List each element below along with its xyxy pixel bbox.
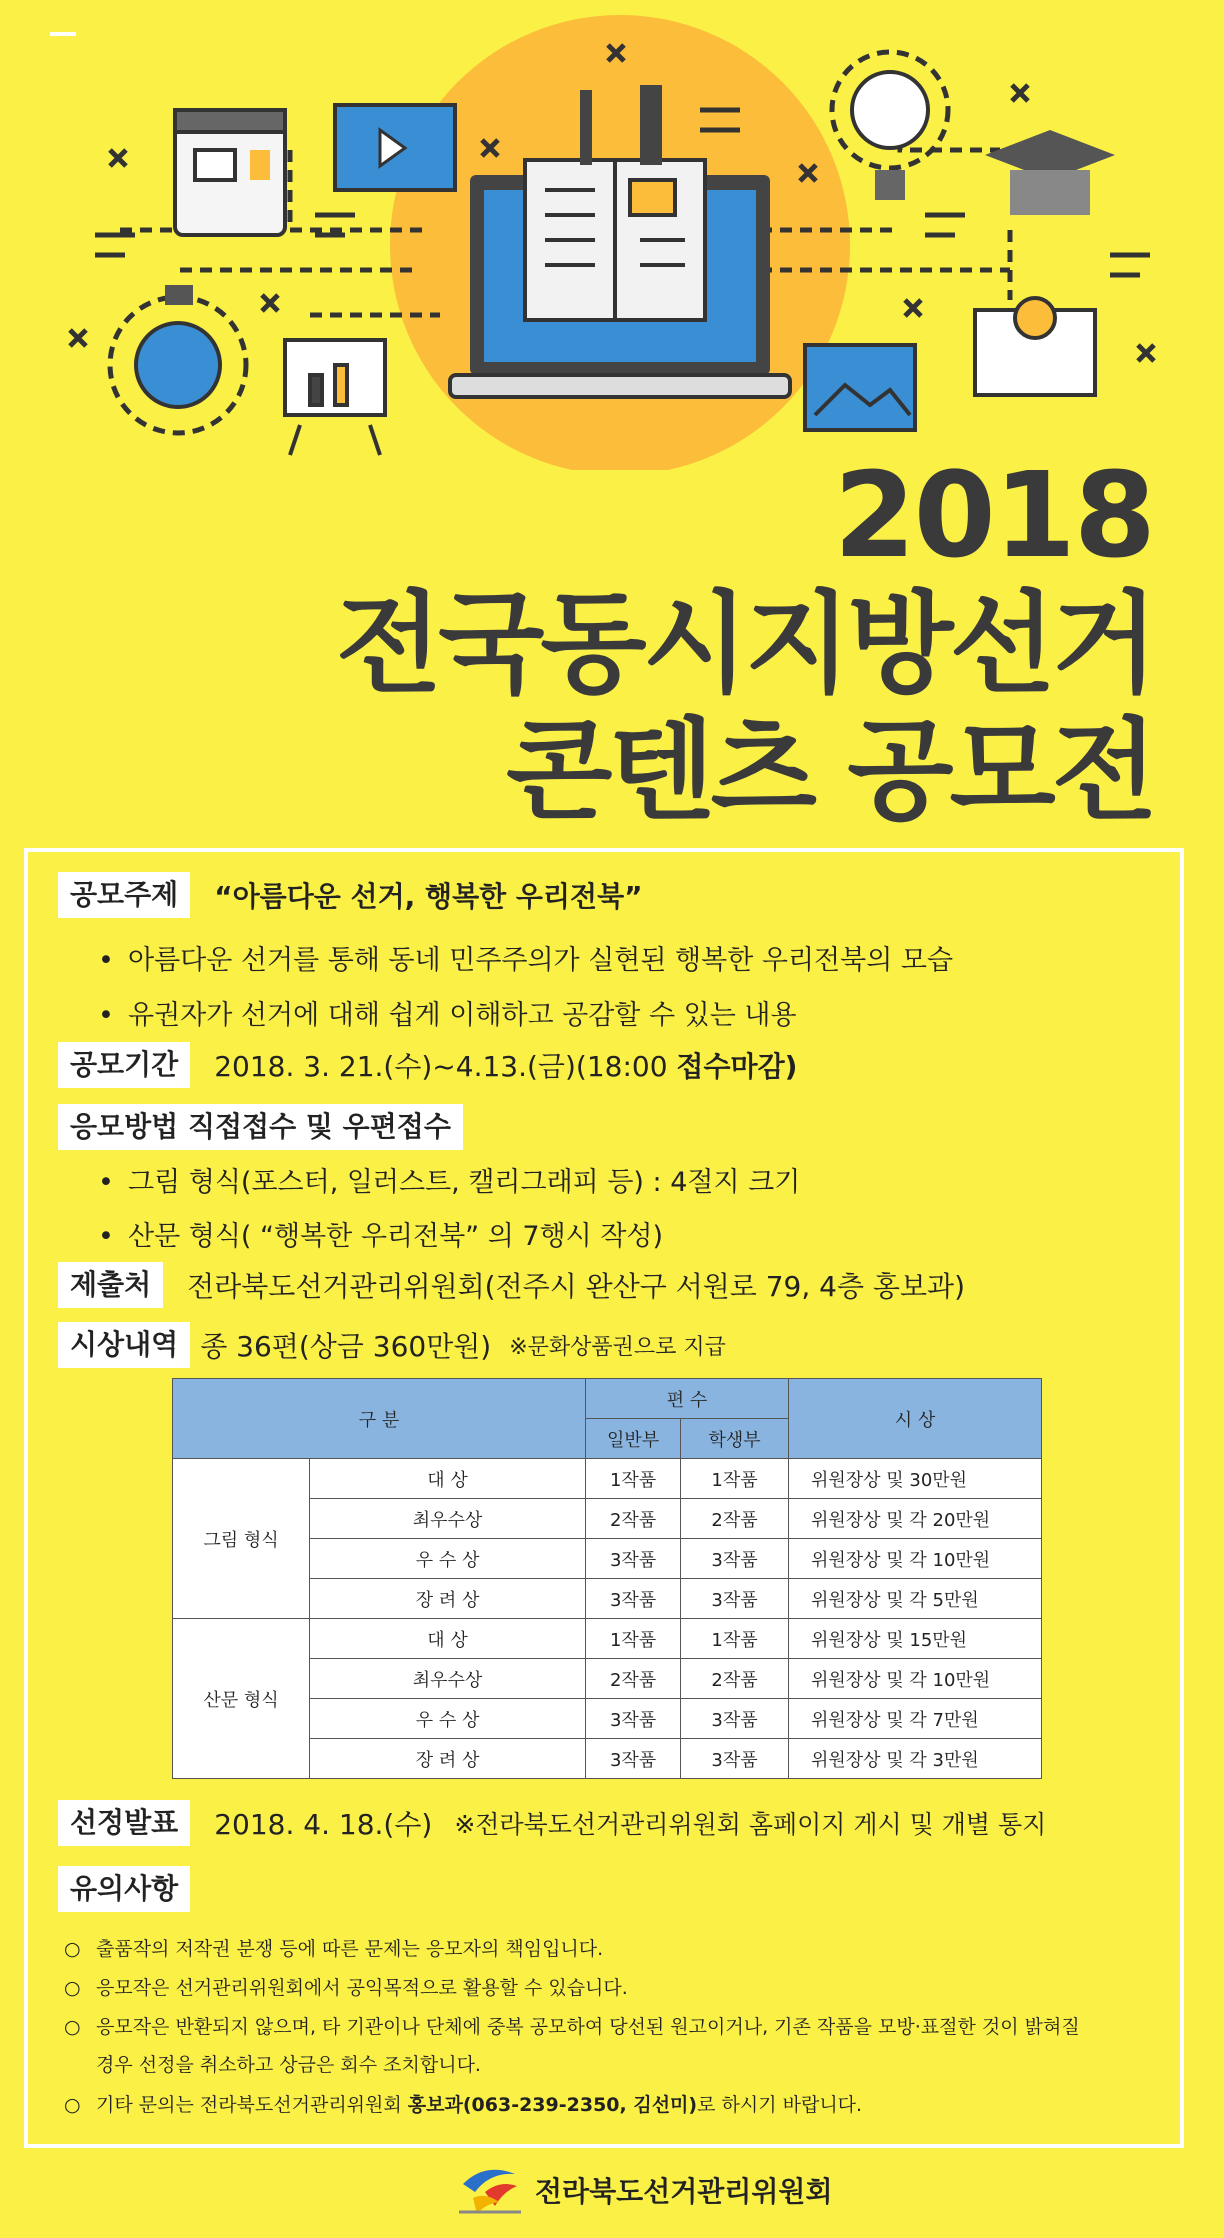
prize-name: 최우수상: [310, 1499, 586, 1539]
announce-note: ※전라북도선거관리위원회 홈페이지 게시 및 개별 통지: [454, 1810, 1047, 1839]
caution-row: [58, 1866, 190, 1912]
awards-value: 종 36편(상금 360만원): [200, 1330, 492, 1363]
header-category: 구 분: [173, 1379, 586, 1459]
student-count: 3작품: [681, 1699, 789, 1739]
award-detail: 위원장상 및 각 7만원: [789, 1699, 1042, 1739]
caution-item-2: ○ 응모작은 선거관리위원회에서 공익목적으로 활용할 수 있습니다.: [64, 1977, 628, 1999]
footer-org-name: 전라북도선거관리위원회: [535, 2175, 833, 2208]
group-name: 그림 형식: [173, 1459, 310, 1619]
prize-name: 우 수 상: [310, 1539, 586, 1579]
open-book-icon: [525, 160, 705, 320]
award-detail: 위원장상 및 각 5만원: [789, 1579, 1042, 1619]
header-award: 시 상: [789, 1379, 1042, 1459]
caution-label: 유의사항: [58, 1866, 190, 1912]
student-count: 1작품: [681, 1459, 789, 1499]
announce-label: 선정발표: [58, 1800, 190, 1846]
period-value: 2018. 3. 21.(수)~4.13.(금)(18:00 접수마감): [214, 1050, 798, 1083]
general-count: 3작품: [586, 1539, 681, 1579]
submit-value: 전라북도선거관리위원회(전주시 완산구 서원로 79, 4층 홍보과): [187, 1270, 966, 1303]
prize-name: 대 상: [310, 1459, 586, 1499]
picture-frame-icon: [805, 345, 915, 430]
general-count: 1작품: [586, 1459, 681, 1499]
footer: [455, 2162, 833, 2218]
award-detail: 위원장상 및 각 10만원: [789, 1659, 1042, 1699]
method-label: 응모방법 직접접수 및 우편접수: [58, 1104, 463, 1150]
submit-row: [58, 1262, 965, 1308]
certificate-icon: [975, 298, 1095, 395]
caution-item-4: ○ 기타 문의는 전라북도선거관리위원회 홍보과(063-239-2350, 김선미)로 하시기 바랍니다.: [64, 2094, 863, 2116]
prize-name: 대 상: [310, 1619, 586, 1659]
header-count: 편 수: [586, 1379, 789, 1419]
caution-item-1: ○ 출품작의 저작권 분쟁 등에 따른 문제는 응모자의 책임입니다.: [64, 1938, 604, 1960]
table-row: [173, 1459, 1042, 1499]
caution-item-3-cont: 경우 선정을 취소하고 상금은 회수 조치합니다.: [96, 2054, 481, 2076]
title-sub: 콘텐츠 공모전: [506, 707, 1154, 835]
announce-row: [58, 1800, 1046, 1846]
title-year: 2018: [833, 446, 1154, 584]
theme-row: [58, 872, 643, 918]
general-count: 1작품: [586, 1619, 681, 1659]
award-detail: 위원장상 및 각 3만원: [789, 1739, 1042, 1779]
election-commission-logo-icon: [455, 2162, 525, 2218]
document-card-icon: [175, 110, 285, 235]
title-main: 전국동시지방선거: [335, 580, 1154, 708]
easel-icon: [285, 340, 385, 455]
light-bulb-icon: [852, 72, 928, 200]
table-row: [173, 1619, 1042, 1659]
method-row: [58, 1104, 463, 1150]
video-player-icon: [335, 105, 455, 190]
prize-name: 우 수 상: [310, 1699, 586, 1739]
student-count: 3작품: [681, 1739, 789, 1779]
awards-note: ※문화상품권으로 지급: [509, 1334, 726, 1360]
prize-table: [172, 1378, 1042, 1779]
prize-name: 장 려 상: [310, 1579, 586, 1619]
general-count: 2작품: [586, 1659, 681, 1699]
graduation-cap-icon: [985, 130, 1115, 215]
awards-row: [58, 1322, 726, 1368]
general-count: 2작품: [586, 1499, 681, 1539]
award-detail: 위원장상 및 각 20만원: [789, 1499, 1042, 1539]
award-detail: 위원장상 및 15만원: [789, 1619, 1042, 1659]
method-bullet-2: • 산문 형식( “행복한 우리전북” 의 7행시 작성): [98, 1221, 664, 1252]
student-count: 3작품: [681, 1539, 789, 1579]
education-illustration: [0, 0, 1224, 470]
awards-label: 시상내역: [58, 1322, 190, 1368]
announce-value: 2018. 4. 18.(수): [214, 1808, 433, 1841]
theme-label: 공모주제: [58, 872, 190, 918]
submit-label: 제출처: [58, 1262, 163, 1308]
header-general: 일반부: [586, 1419, 681, 1459]
method-bullet-1: • 그림 형식(포스터, 일러스트, 캘리그래피 등) : 4절지 크기: [98, 1167, 801, 1198]
header-student: 학생부: [681, 1419, 789, 1459]
student-count: 3작품: [681, 1579, 789, 1619]
theme-value: “아름다운 선거, 행복한 우리전북”: [214, 880, 643, 913]
student-count: 2작품: [681, 1499, 789, 1539]
period-label: 공모기간: [58, 1042, 190, 1088]
group-name: 산문 형식: [173, 1619, 310, 1779]
prize-name: 장 려 상: [310, 1739, 586, 1779]
student-count: 1작품: [681, 1619, 789, 1659]
student-count: 2작품: [681, 1659, 789, 1699]
general-count: 3작품: [586, 1699, 681, 1739]
prize-name: 최우수상: [310, 1659, 586, 1699]
caution-item-3: ○ 응모작은 반환되지 않으며, 타 기관이나 단체에 중복 공모하여 당선된 원고이거나, 기존 작품을 모방·표절한 것이 밝혀질: [64, 2016, 1080, 2038]
general-count: 3작품: [586, 1579, 681, 1619]
period-row: [58, 1042, 797, 1088]
award-detail: 위원장상 및 30만원: [789, 1459, 1042, 1499]
theme-bullet-2: • 유권자가 선거에 대해 쉽게 이해하고 공감할 수 있는 내용: [98, 1000, 797, 1031]
general-count: 3작품: [586, 1739, 681, 1779]
award-detail: 위원장상 및 각 10만원: [789, 1539, 1042, 1579]
theme-bullet-1: • 아름다운 선거를 통해 동네 민주주의가 실현된 행복한 우리전북의 모습: [98, 945, 954, 976]
